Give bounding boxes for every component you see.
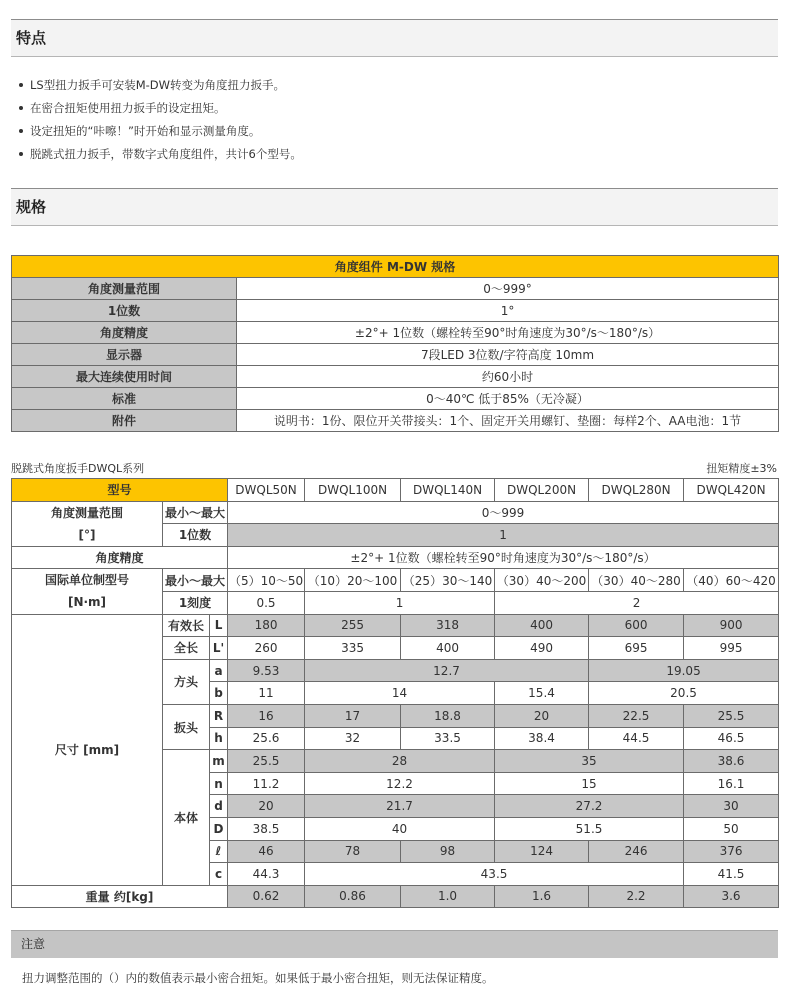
graduation-value: 0.5 (228, 591, 305, 614)
dim-value: 16.1 (684, 772, 779, 795)
dim-symbol: d (210, 795, 228, 818)
dim-value: 490 (495, 637, 589, 660)
dwql-spec-table (11, 478, 779, 908)
body-label: 本体 (163, 750, 210, 886)
weight-value: 2.2 (589, 885, 684, 908)
square-head-label: 方头 (163, 659, 210, 704)
spec-label: 最大连续使用时间 (12, 366, 237, 388)
dim-value: 98 (401, 840, 495, 863)
dim-value: 38.6 (684, 750, 779, 773)
angle-range-title: 角度测量范围 (50, 505, 123, 520)
torque-range: （10）20～100 (305, 569, 401, 592)
dim-value: 600 (589, 614, 684, 637)
dim-value: 20.5 (589, 682, 779, 705)
dim-value: 376 (684, 840, 779, 863)
dim-value: 21.7 (305, 795, 495, 818)
model-name: DWQL280N (589, 479, 684, 502)
angle-range-unit: [°] (78, 527, 96, 542)
spec-value: 0～999° (237, 278, 779, 300)
dwql-caption: 脱跳式角度扳手DWQL系列 (11, 462, 145, 475)
torque-accuracy-caption: 扭矩精度±3% (706, 462, 777, 475)
dim-value: 400 (401, 637, 495, 660)
si-model-label (12, 569, 163, 614)
model-label: 型号 (12, 479, 228, 502)
dim-value: 25.6 (228, 727, 305, 750)
model-name: DWQL200N (495, 479, 589, 502)
dim-value: 51.5 (495, 817, 684, 840)
angle-range-value: 0～999 (228, 501, 779, 524)
weight-value: 0.62 (228, 885, 305, 908)
model-name: DWQL420N (684, 479, 779, 502)
model-name: DWQL50N (228, 479, 305, 502)
feature-item: 在密合扭矩使用扭力扳手的设定扭矩。 (18, 99, 718, 122)
spec-header: 规格 (11, 188, 778, 226)
dim-value: 11.2 (228, 772, 305, 795)
spec-value: 0～40℃ 低于85%（无冷凝） (237, 388, 779, 410)
dim-symbol: h (210, 727, 228, 750)
dim-symbol: R (210, 704, 228, 727)
dim-value: 124 (495, 840, 589, 863)
accuracy-label: 角度精度 (12, 546, 228, 569)
min-max-label: 最小～最大 (163, 501, 228, 524)
dim-value: 30 (684, 795, 779, 818)
dim-value: 19.05 (589, 659, 779, 682)
dim-value: 180 (228, 614, 305, 637)
dim-value: 33.5 (401, 727, 495, 750)
dim-value: 38.5 (228, 817, 305, 840)
spec-label: 显示器 (12, 344, 237, 366)
dim-value: 400 (495, 614, 589, 637)
min-max-label: 最小～最大 (163, 569, 228, 592)
si-model-title: 国际单位制型号 (44, 573, 129, 588)
spec-label: 角度测量范围 (12, 278, 237, 300)
dim-value: 32 (305, 727, 401, 750)
weight-label: 重量 约[kg] (12, 885, 228, 908)
dim-symbol: ℓ (210, 840, 228, 863)
torque-range: （30）40～200 (495, 569, 589, 592)
dim-value: 9.53 (228, 659, 305, 682)
dim-symbol: c (210, 863, 228, 886)
dim-value: 995 (684, 637, 779, 660)
feature-item: 脱跳式扭力扳手，带数字式角度组件，共计6个型号。 (18, 145, 718, 168)
dim-value: 12.7 (305, 659, 589, 682)
dim-value: 18.8 (401, 704, 495, 727)
dim-symbol: L (210, 614, 228, 637)
graduation-label: 1刻度 (163, 591, 228, 614)
features-list (18, 76, 718, 168)
spec-value: ±2°+ 1位数（螺栓转至90°时角速度为30°/s～180°/s） (237, 322, 779, 344)
dim-symbol: a (210, 659, 228, 682)
dim-symbol: b (210, 682, 228, 705)
dim-value: 44.3 (228, 863, 305, 886)
spec-table-title: 角度组件 M-DW 规格 (12, 256, 779, 278)
torque-range: （25）30～140 (401, 569, 495, 592)
notice-text: 扭力调整范围的（）内的数值表示最小密合扭矩。如果低于最小密合扭矩，则无法保证精度。 (22, 971, 494, 985)
spec-value: 7段LED 3位数/字符高度 10mm (237, 344, 779, 366)
angle-range-label (12, 501, 163, 546)
dim-value: 16 (228, 704, 305, 727)
spec-value: 约60小时 (237, 366, 779, 388)
feature-item: 设定扭矩的“咔嚓！”时开始和显示测量角度。 (18, 122, 718, 145)
dim-value: 20 (228, 795, 305, 818)
dim-symbol: L' (210, 637, 228, 660)
dim-value: 260 (228, 637, 305, 660)
model-name: DWQL100N (305, 479, 401, 502)
dim-value: 38.4 (495, 727, 589, 750)
dim-value: 46 (228, 840, 305, 863)
spec-value: 1° (237, 300, 779, 322)
weight-value: 1.0 (401, 885, 495, 908)
dim-value: 41.5 (684, 863, 779, 886)
angle-unit-spec-table (11, 255, 779, 432)
dim-value: 44.5 (589, 727, 684, 750)
spec-label: 角度精度 (12, 322, 237, 344)
total-length-label: 全长 (163, 637, 210, 660)
dim-symbol: D (210, 817, 228, 840)
weight-value: 3.6 (684, 885, 779, 908)
dim-value: 246 (589, 840, 684, 863)
dim-value: 12.2 (305, 772, 495, 795)
torque-range: （5）10～50 (228, 569, 305, 592)
dim-value: 46.5 (684, 727, 779, 750)
dim-value: 335 (305, 637, 401, 660)
dim-value: 78 (305, 840, 401, 863)
graduation-value: 2 (495, 591, 779, 614)
dimension-label: 尺寸 [mm] (12, 614, 163, 885)
dim-value: 40 (305, 817, 495, 840)
spec-label: 标准 (12, 388, 237, 410)
notice-header: 注意 (11, 930, 778, 958)
dim-value: 27.2 (495, 795, 684, 818)
accuracy-value: ±2°+ 1位数（螺栓转至90°时角速度为30°/s～180°/s） (228, 546, 779, 569)
dim-value: 11 (228, 682, 305, 705)
dim-value: 28 (305, 750, 495, 773)
dim-value: 15.4 (495, 682, 589, 705)
dim-value: 255 (305, 614, 401, 637)
feature-item: LS型扭力扳手可安装M-DW转变为角度扭力扳手。 (18, 76, 718, 99)
model-name: DWQL140N (401, 479, 495, 502)
dim-value: 22.5 (589, 704, 684, 727)
dim-value: 35 (495, 750, 684, 773)
si-model-unit: [N·m] (67, 595, 107, 610)
dim-value: 20 (495, 704, 589, 727)
weight-value: 1.6 (495, 885, 589, 908)
dim-symbol: m (210, 750, 228, 773)
dim-value: 25.5 (684, 704, 779, 727)
digit-label: 1位数 (163, 524, 228, 547)
dim-value: 17 (305, 704, 401, 727)
spec-label: 1位数 (12, 300, 237, 322)
dim-symbol: n (210, 772, 228, 795)
dim-value: 25.5 (228, 750, 305, 773)
dim-value: 14 (305, 682, 495, 705)
torque-range: （40）60～420 (684, 569, 779, 592)
dim-value: 15 (495, 772, 684, 795)
wrench-head-label: 扳头 (163, 704, 210, 749)
weight-value: 0.86 (305, 885, 401, 908)
dim-value: 695 (589, 637, 684, 660)
spec-value: 说明书：1份、限位开关带接头：1个、固定开关用螺钉、垫圈：每样2个、AA电池：1节 (237, 410, 779, 432)
dim-value: 318 (401, 614, 495, 637)
graduation-value: 1 (305, 591, 495, 614)
spec-label: 附件 (12, 410, 237, 432)
dim-value: 900 (684, 614, 779, 637)
torque-range: （30）40～280 (589, 569, 684, 592)
dim-value: 50 (684, 817, 779, 840)
effective-length-label: 有效长 (163, 614, 210, 637)
dim-value: 43.5 (305, 863, 684, 886)
digit-value: 1 (228, 524, 779, 547)
features-header: 特点 (11, 19, 778, 57)
